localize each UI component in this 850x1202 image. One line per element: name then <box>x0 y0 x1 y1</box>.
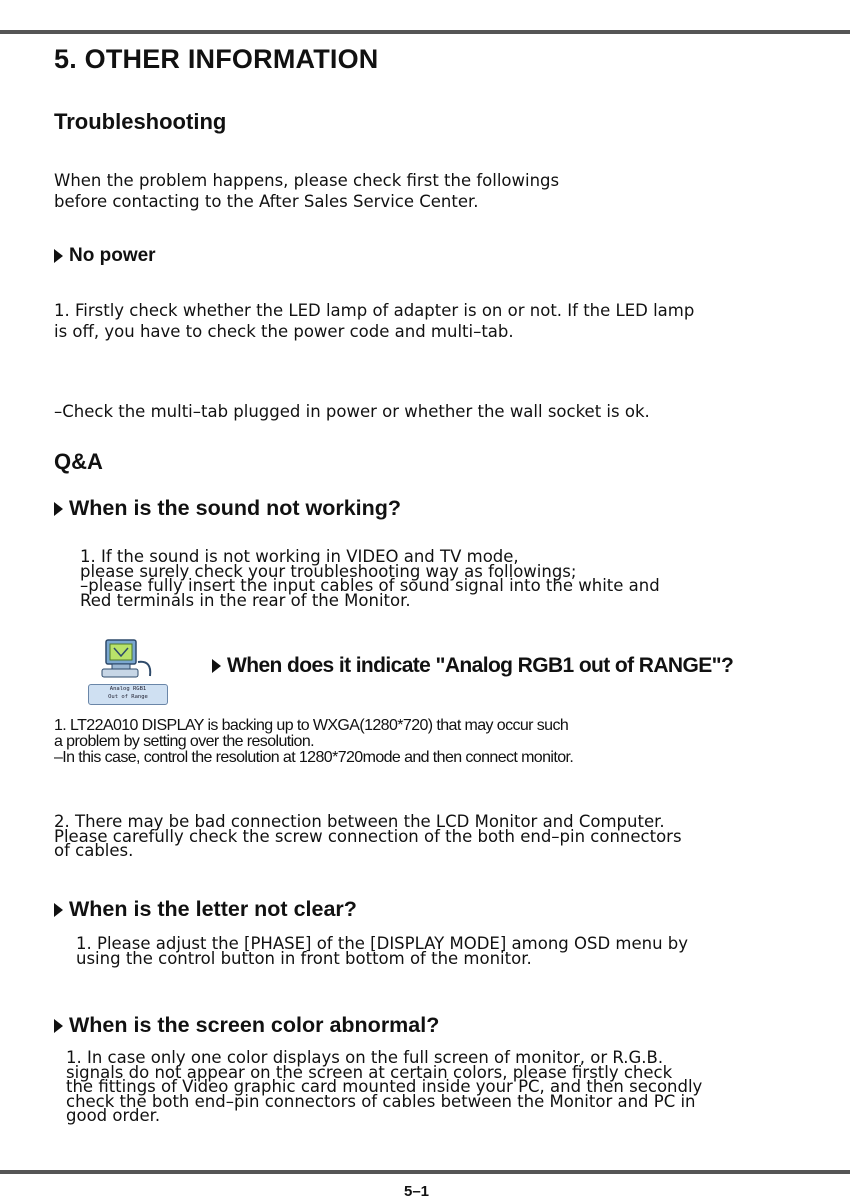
letter-heading <box>54 897 357 922</box>
qa-title: Q&A <box>54 449 103 474</box>
sound-body: 1. If the sound is not working in VIDEO and TV mode, please surely check your troubleshooting way as followings; –please fully insert the input cables of sound signal into the white and Red terminals in the rear of the Monitor. <box>80 547 660 610</box>
page-number: 5–1 <box>404 1183 430 1200</box>
no-power-heading <box>54 245 156 267</box>
triangle-bullet-icon <box>54 1019 63 1033</box>
troubleshooting-intro: When the problem happens, please check first the followings before contacting to the After Sales Service Center. <box>54 171 560 211</box>
rgb-body-2: 2. There may be bad connection between the LCD Monitor and Computer. Please carefully check the screw connection of the both end–pin connectors of cables. <box>54 812 682 860</box>
sound-heading-text: When is the sound not working? <box>69 496 402 520</box>
top-rule <box>0 30 850 34</box>
triangle-bullet-icon <box>54 502 63 516</box>
triangle-bullet-icon <box>212 659 221 673</box>
bottom-rule <box>0 1170 850 1174</box>
letter-heading-text: When is the letter not clear? <box>69 897 357 921</box>
triangle-bullet-icon <box>54 249 63 263</box>
section-title: 5. OTHER INFORMATION <box>54 44 379 74</box>
no-power-note: –Check the multi–tab plugged in power or whether the wall socket is ok. <box>54 402 650 421</box>
color-heading <box>54 1013 439 1038</box>
triangle-bullet-icon <box>54 903 63 917</box>
troubleshooting-title: Troubleshooting <box>54 109 227 134</box>
no-power-heading-text: No power <box>69 245 156 266</box>
sound-heading <box>54 496 401 521</box>
monitor-icon <box>88 636 168 684</box>
letter-body: 1. Please adjust the [PHASE] of the [DISPLAY MODE] among OSD menu by using the control button in front bottom of the monitor. <box>76 934 689 968</box>
monitor-warning-icon <box>88 636 168 706</box>
color-heading-text: When is the screen color abnormal? <box>69 1013 440 1037</box>
color-body: 1. In case only one color displays on the full screen of monitor, or R.G.B. signals do not appear on the screen at certain colors, please firstly check the fittings of Video graphic card mounted inside your PC, and then secondly check the both end–pin connectors of cables between the Monitor and PC in good order. <box>66 1048 703 1125</box>
rgb-heading <box>212 654 733 678</box>
rgb-body-1: 1. LT22A010 DISPLAY is backing up to WXGA(1280*720) that may occur such a problem by setting over the resolution. –In this case, control the resolution at 1280*720mode and then connect monitor. <box>54 717 574 766</box>
no-power-step1: 1. Firstly check whether the LED lamp of adapter is on or not. If the LED lamp is off, you have to check the power code and multi–tab. <box>54 301 695 341</box>
rgb-heading-text: When does it indicate "Analog RGB1 out of RANGE"? <box>227 654 734 677</box>
icon-caption: Analog RGB1 Out of Range <box>88 684 168 705</box>
